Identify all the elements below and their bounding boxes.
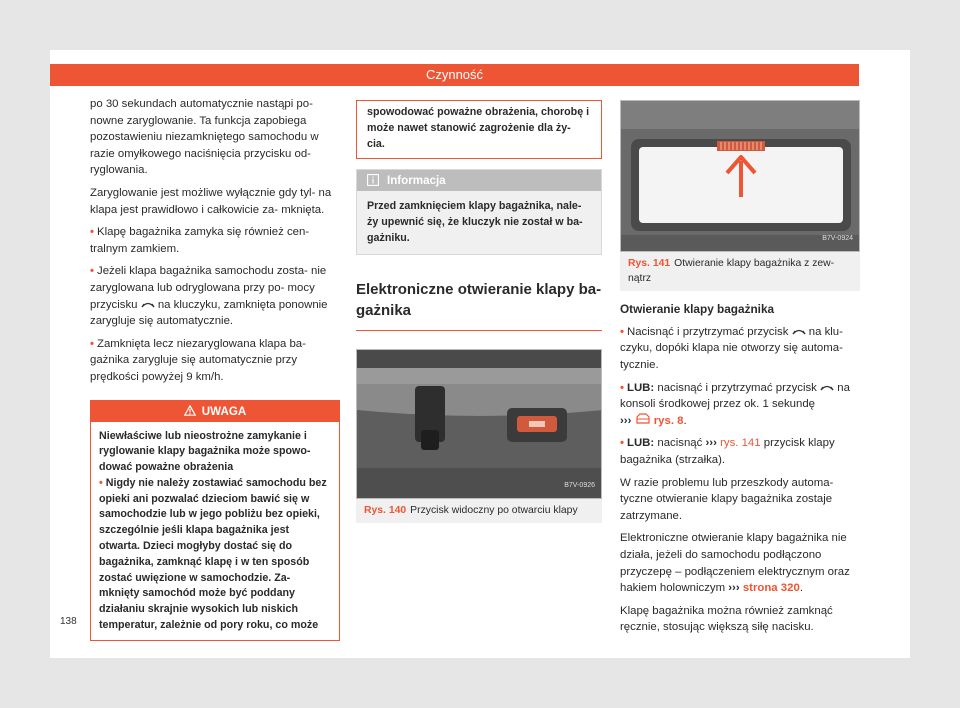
bullet-text: na klu- czyku, dopóki klapa nie otworzy się automa- tycznie. — [620, 325, 843, 371]
bullet-item — [620, 324, 860, 374]
bullet-label: LUB: — [627, 437, 655, 450]
bullet-text: nacisnąć i przytrzymać przycisk — [657, 381, 817, 394]
reference-arrows: ››› — [705, 437, 717, 450]
page-number: 138 — [60, 616, 77, 627]
figure-number: Rys. 141 — [628, 258, 671, 269]
paragraph: po 30 sekundach automatycznie nastąpi po- nowne zaryglowanie. Ta funkcja zapobiega pozostawieniu niezamkniętego samochodu w razie omyłkowego naciśnięcia przycisku od- ryglowania. — [90, 98, 319, 177]
page-reference-link[interactable]: strona 320 — [742, 582, 800, 595]
warning-text: Niewłaściwe lub nieostrożne zamykanie i ryglowanie klapy bagażnika może spowo- dować poważne obrażenia — [99, 429, 311, 474]
paragraph: W razie problemu lub przeszkody automa- tyczne otwieranie klapy bagażnika zostaje zatrzymane. — [620, 476, 834, 522]
section-title: Elektroniczne otwieranie klapy ba- gażnika — [356, 279, 602, 331]
warning-title: UWAGA — [201, 404, 247, 418]
warning-text: Nigdy nie należy zostawiać samochodu bez opieki ani pozwalać dzieciom bawić się w samochodzie lub w jego pobliżu bez opieki, szczególnie jeśli klapa bagażnika jest otwarta. Dzieci mogłyby dostać się do bagażnika, zamknąć klapę i w ten sposób zostać uwięzione w samochodzie. Za- mknięty samochód może być poddany działaniu skrajnie wysokich lub niskich temperatur, zależnie od pory roku, co może — [99, 476, 327, 632]
reference-arrows: ››› — [620, 414, 632, 427]
reference-arrows: ››› — [728, 582, 740, 595]
bullet-icon: • — [620, 325, 624, 338]
bullet-text: nacisnąć — [657, 437, 703, 450]
bullet-icon: • — [620, 381, 624, 394]
figure-reference-link[interactable]: rys. 8 — [653, 414, 684, 427]
bullet-item — [90, 224, 340, 257]
bullet-text: Jeżeli klapa bagażnika samochodu zosta- nie zaryglowana lub odryglowana przy po- mocy przycisku — [90, 265, 327, 311]
paragraph-text: Elektroniczne otwieranie klapy bagażnika nie działa, jeżeli do samochodu podłączono przyczepę – podłączeniem elektrycznym oraz hakiem holowniczym — [620, 532, 850, 595]
bullet-text: na kluczyku, zamknięta ponownie zarygluje się automatycznie. — [90, 298, 328, 328]
info-text: Przed zamknięciem klapy bagażnika, nale- ży upewnić się, że kluczyk nie został w ba- gażniku. — [367, 200, 583, 244]
figure-141 — [620, 100, 860, 252]
figure-code: B7V-0924 — [822, 235, 853, 243]
figure-code: B7V-0926 — [564, 482, 595, 490]
figure-caption-text: Otwieranie klapy bagażnika z zew- nątrz — [628, 258, 835, 284]
bullet-text: na konsoli środkowej przez ok. 1 sekundę — [620, 381, 850, 411]
figure-reference-link[interactable]: rys. 141 — [720, 437, 761, 450]
bullet-icon: • — [90, 265, 94, 278]
bullet-item — [90, 263, 340, 329]
bullet-icon: • — [90, 226, 94, 239]
figure-caption-text: Przycisk widoczny po otwarciu klapy — [410, 504, 578, 516]
warning-continuation: spowodować poważne obrażenia, chorobę i może nawet stanowić zagrożenie dla ży- cia. — [356, 100, 602, 159]
bullet-text: Nacisnąć i przytrzymać przycisk — [627, 325, 789, 338]
subsection-title: Otwieranie klapy bagażnika — [620, 302, 775, 317]
bullet-label: LUB: — [627, 381, 655, 394]
warning-triangle-icon — [184, 405, 196, 416]
license-plate-illustration — [621, 101, 860, 252]
paragraph: Zaryglowanie jest możliwe wyłącznie gdy tyl- na klapa jest prawidłowo i całkowicie za- mknięta. — [90, 186, 332, 216]
figure-140 — [356, 349, 602, 499]
bullet-item — [90, 336, 340, 386]
column-left — [90, 96, 340, 641]
info-title: Informacja — [387, 174, 446, 188]
warning-body — [91, 422, 339, 640]
info-header — [357, 170, 601, 191]
paragraph: Elektroniczne otwieranie klapy bagażnika nie działa, jeżeli do samochodu podłączono przyczepę – podłączeniem elektrycznym oraz hakiem holowniczym ››› strona 320. — [620, 532, 850, 595]
bullet-text: przycisk klapy bagażnika (strzałka). — [620, 437, 835, 466]
trunk-button-illustration — [357, 350, 602, 499]
bullet-text: Zamknięta lecz niezaryglowana klapa ba- gażnika zarygluje się automatycznie przy prędkości powyżej 9 km/h. — [90, 337, 306, 383]
figure-number: Rys. 140 — [364, 504, 407, 516]
page-header: Czynność — [50, 64, 859, 86]
bullet-item — [620, 435, 860, 468]
bullet-icon: • — [620, 437, 624, 450]
key-unlock-icon — [820, 384, 834, 392]
key-unlock-icon — [141, 301, 155, 309]
warning-bullet — [99, 476, 331, 634]
bullet-icon: • — [99, 476, 103, 489]
figure-caption — [620, 252, 860, 291]
warning-box — [90, 400, 340, 641]
paragraph: Klapę bagażnika można również zamknąć ręcznie, stosując większą siłę nacisku. — [620, 604, 833, 634]
figure-caption — [356, 499, 602, 524]
column-right — [620, 100, 860, 642]
info-box — [356, 169, 602, 254]
column-middle — [356, 100, 602, 533]
car-reference-icon — [635, 413, 651, 425]
key-unlock-icon — [792, 328, 806, 336]
warning-header — [91, 401, 339, 422]
bullet-text: Klapę bagażnika zamyka się również cen- tralnym zamkiem. — [90, 226, 310, 255]
bullet-icon: • — [90, 337, 94, 350]
info-icon — [367, 174, 379, 186]
bullet-item: • LUB: nacisnąć i przytrzymać przycisk na konsoli środkowej przez ok. 1 sekundę ››› rys. 8. — [620, 381, 850, 427]
